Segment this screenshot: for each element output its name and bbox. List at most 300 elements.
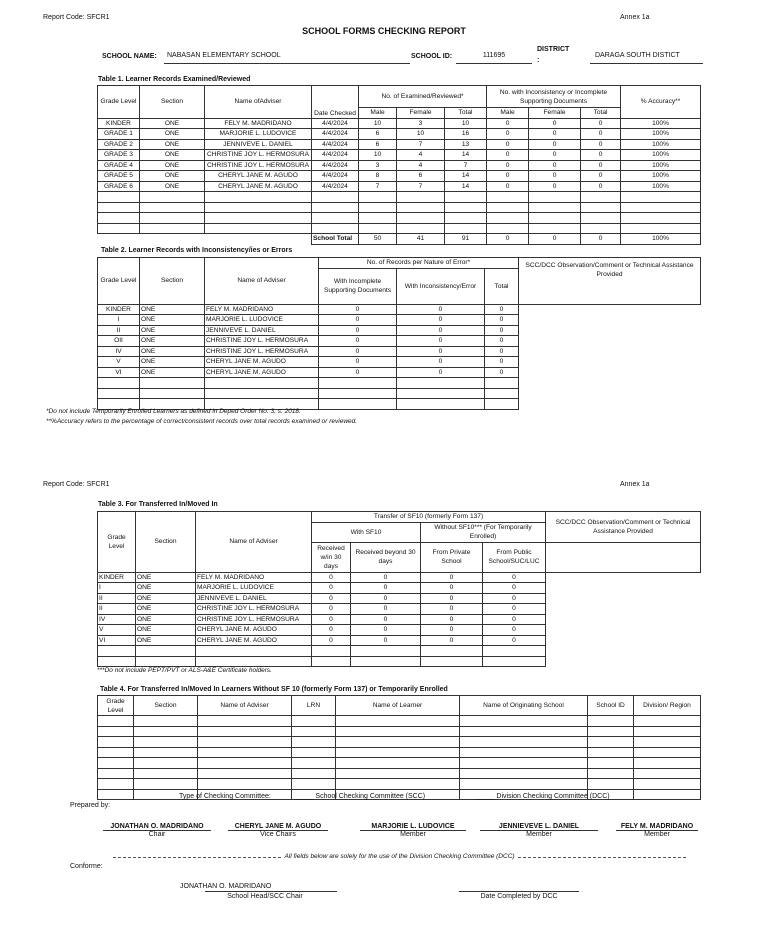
school-id-label: SCHOOL ID: — [411, 53, 453, 60]
table-cell: 0 — [581, 171, 621, 182]
table-cell-empty — [134, 768, 198, 779]
t1-total-cell: 0 — [487, 234, 529, 245]
table-cell: CHRISTINE JOY L. HERMOSURA — [205, 160, 312, 171]
school-head-name: JONATHAN O. MADRIDANO — [180, 883, 272, 890]
table-cell: 0 — [421, 572, 483, 583]
table-cell: I — [98, 583, 136, 594]
table-cell-empty — [140, 223, 205, 234]
table-cell: 0 — [487, 118, 529, 129]
table-cell-empty — [487, 192, 529, 203]
table-cell: 0 — [351, 604, 421, 615]
table4-caption: Table 4. For Transferred In/Moved In Learners Without SF 10 (formerly Form 137) or Temporarily Enrolled — [100, 686, 448, 693]
table-cell: 7 — [359, 181, 397, 192]
table-cell-empty — [397, 202, 445, 213]
table-cell-empty — [421, 646, 483, 657]
table-cell: IV — [98, 614, 136, 625]
table-row — [98, 336, 701, 347]
table-row-empty — [98, 758, 701, 769]
table-cell: 0 — [529, 139, 581, 150]
table-cell: FELY M. MADRIDANO — [205, 118, 312, 129]
table-cell-empty — [98, 646, 136, 657]
table-cell-empty — [134, 716, 198, 727]
table-row — [98, 304, 701, 315]
table-row — [98, 150, 701, 161]
table-cell: 100% — [621, 160, 701, 171]
table-cell-empty — [312, 223, 359, 234]
t3-h-private: From Private School — [421, 542, 483, 572]
table-cell: CHERYL JANE M. AGUDO — [205, 171, 312, 182]
table-cell: II — [98, 593, 136, 604]
signatory-role: Member — [400, 831, 426, 838]
table-cell: 0 — [312, 635, 351, 646]
table-cell: 0 — [312, 604, 351, 615]
report-code: Report Code: SFCR1 — [43, 14, 110, 21]
table-cell: 0 — [397, 367, 485, 378]
table-cell-empty — [445, 213, 487, 224]
t1-total-cell: 0 — [529, 234, 581, 245]
table-cell: ONE — [140, 325, 205, 336]
dcc-divider — [113, 853, 686, 861]
table-row — [98, 593, 701, 604]
table-cell: 100% — [621, 150, 701, 161]
signatory-name: JENNIEVEVE L. DANIEL — [480, 823, 598, 831]
t3-h-beyond30: Received beyond 30 days — [351, 542, 421, 572]
table-cell-empty — [634, 758, 701, 769]
table-cell-empty — [198, 716, 292, 727]
table-cell: 100% — [621, 139, 701, 150]
table-row — [98, 118, 701, 129]
table-cell: 0 — [529, 171, 581, 182]
table-cell: KINDER — [98, 304, 140, 315]
table-cell-empty — [359, 202, 397, 213]
table-cell-empty — [312, 656, 351, 667]
table-cell-empty — [98, 223, 140, 234]
table-cell: CHERYL JANE M. AGUDO — [196, 625, 312, 636]
table-cell: 4/4/2024 — [312, 160, 359, 171]
table-cell-empty — [198, 747, 292, 758]
table-cell-empty — [588, 758, 634, 769]
signatory-member-1 — [360, 823, 466, 838]
table-cell: 0 — [483, 572, 546, 583]
table-cell: 6 — [359, 139, 397, 150]
table-cell-empty — [483, 656, 546, 667]
table-cell-empty — [397, 213, 445, 224]
table-cell: 0 — [581, 118, 621, 129]
table-cell: 0 — [319, 357, 397, 368]
table-cell-empty — [621, 223, 701, 234]
table-cell: 0 — [581, 150, 621, 161]
table-cell: 0 — [397, 357, 485, 368]
table-row-empty — [98, 646, 701, 657]
table-cell: 0 — [351, 572, 421, 583]
report-title: SCHOOL FORMS CHECKING REPORT — [302, 26, 466, 36]
table-cell: ONE — [136, 635, 196, 646]
table-cell-empty — [460, 768, 588, 779]
table-cell-empty — [445, 202, 487, 213]
table-cell: 0 — [312, 583, 351, 594]
table-cell-empty — [140, 378, 205, 389]
table-cell: 4/4/2024 — [312, 129, 359, 140]
district-colon: : — [537, 57, 540, 64]
table-cell-empty — [588, 716, 634, 727]
dcc-note: All fields below are solely for the use of the Division Checking Committee (DCC) — [284, 853, 515, 860]
school-name-label: SCHOOL NAME: — [102, 53, 157, 60]
table-cell: ONE — [136, 593, 196, 604]
report-code-2: Report Code: SFCR1 — [43, 481, 110, 488]
table-cell: 100% — [621, 181, 701, 192]
table-cell-empty — [134, 779, 198, 790]
table-cell: 14 — [445, 150, 487, 161]
table-cell-empty — [98, 726, 134, 737]
table-cell-empty — [205, 192, 312, 203]
table-cell-empty — [588, 737, 634, 748]
t4-h-adviser: Name of Adviser — [198, 696, 292, 716]
table-cell-empty — [336, 768, 460, 779]
table-cell-empty — [487, 202, 529, 213]
table-row — [98, 181, 701, 192]
t1-total-cell: 50 — [359, 234, 397, 245]
table-cell: GRADE 2 — [98, 139, 140, 150]
table3 — [97, 511, 701, 667]
committee-type-label: Type of Checking Committee: — [179, 793, 271, 800]
table-cell-empty — [445, 223, 487, 234]
table-cell: II — [98, 604, 136, 615]
table-cell-empty — [588, 768, 634, 779]
table-row-empty — [98, 378, 701, 389]
scc-option: _____ School Checking Committee (SCC) — [294, 793, 426, 800]
table-cell: ONE — [140, 181, 205, 192]
table-cell: 0 — [319, 336, 397, 347]
table-row — [98, 129, 701, 140]
t1-h-total: Total — [445, 108, 487, 119]
table-cell-empty — [98, 747, 134, 758]
district-label: DISTRICT — [537, 46, 570, 53]
table-cell: 0 — [483, 635, 546, 646]
table-cell-empty — [336, 758, 460, 769]
table-cell: JENNIVEVE L. DANIEL — [205, 139, 312, 150]
table-cell: 0 — [483, 593, 546, 604]
table-cell-empty — [205, 202, 312, 213]
table-row-empty — [98, 747, 701, 758]
table-cell: FELY M. MADRIDANO — [205, 304, 319, 315]
t2-h-total: Total — [485, 268, 519, 304]
table-cell: 4 — [397, 160, 445, 171]
table-cell: 6 — [397, 171, 445, 182]
table-cell-empty — [485, 388, 519, 399]
table-cell: 3 — [359, 160, 397, 171]
table-cell-empty — [421, 656, 483, 667]
table-cell-empty — [312, 202, 359, 213]
table-cell: 0 — [319, 325, 397, 336]
signatory-role: Member — [526, 831, 552, 838]
t4-h-section: Section — [134, 696, 198, 716]
table-cell: IV — [98, 346, 140, 357]
t1-h-male: Male — [359, 108, 397, 119]
table-cell: CHERYL JANE M. AGUDO — [205, 357, 319, 368]
table-row-empty — [98, 192, 701, 203]
table-cell: 0 — [397, 315, 485, 326]
table-cell: 0 — [421, 593, 483, 604]
table1-caption: Table 1. Learner Records Examined/Reviewed — [98, 76, 251, 83]
t2-h-adviser: Name of Adviser — [205, 258, 319, 305]
table-cell-empty — [588, 779, 634, 790]
t3-h-with: With SF10 — [312, 522, 421, 542]
table-cell: 0 — [397, 336, 485, 347]
prepared-by-label: Prepared by: — [70, 802, 111, 809]
table-cell: 0 — [421, 604, 483, 615]
table-cell-empty — [98, 202, 140, 213]
table-cell: V — [98, 357, 140, 368]
table-cell: 4/4/2024 — [312, 139, 359, 150]
table-row-empty — [98, 737, 701, 748]
t3-h-public: From Public School/SUC/LUC — [483, 542, 546, 572]
table-cell-empty — [581, 202, 621, 213]
table-row — [98, 604, 701, 615]
table-cell: 0 — [351, 593, 421, 604]
table-cell: 16 — [445, 129, 487, 140]
t1-total-label: School Total — [312, 234, 359, 245]
school-head-line — [205, 891, 337, 892]
table-cell: 0 — [487, 139, 529, 150]
conforme-label: Conforme: — [70, 863, 103, 870]
t2-observation: SCC/DCC Observation/Comment or Technical Assistance Provided — [519, 258, 701, 305]
table-cell: 0 — [483, 604, 546, 615]
table-cell: 0 — [319, 346, 397, 357]
table-cell-empty — [292, 779, 336, 790]
t1-total-cell: 100% — [621, 234, 701, 245]
t2-h-incomplete: With Incomplete Supporting Documents — [319, 268, 397, 304]
table-cell-empty — [98, 779, 134, 790]
table-cell-empty — [351, 646, 421, 657]
table-cell: 10 — [397, 129, 445, 140]
table-cell-empty — [581, 223, 621, 234]
table-cell: GRADE 1 — [98, 129, 140, 140]
table-cell: JENNIVEVE L. DANIEL — [196, 593, 312, 604]
t3-observation-cell — [546, 542, 701, 572]
t1-h-examined: No. of Examined/Reviewed* — [359, 86, 487, 108]
table-row — [98, 367, 701, 378]
table-cell: 100% — [621, 129, 701, 140]
table-row — [98, 139, 701, 150]
table-cell-empty — [588, 726, 634, 737]
table-row — [98, 572, 701, 583]
table-cell: 100% — [621, 171, 701, 182]
table-cell: GRADE 4 — [98, 160, 140, 171]
table-cell-empty — [98, 388, 140, 399]
table-cell-empty — [134, 747, 198, 758]
table-cell-empty — [319, 399, 397, 410]
table-cell: MARJORIE L. LUDOVICE — [196, 583, 312, 594]
table-cell: 14 — [445, 181, 487, 192]
table-cell: GRADE 5 — [98, 171, 140, 182]
table-cell: 0 — [483, 625, 546, 636]
table-row-empty — [98, 656, 701, 667]
table-cell-empty — [292, 737, 336, 748]
signatory-member-3 — [616, 823, 698, 838]
table-cell: 0 — [351, 583, 421, 594]
t1-h-grade: Grade Level — [98, 86, 140, 119]
table-cell-empty — [98, 716, 134, 727]
table-cell-empty — [397, 399, 485, 410]
table-cell-empty — [529, 202, 581, 213]
table2-note1: *Do not include Temporarily Enrolled Learners as defined in Deped Order No. 3, s. 2018. — [46, 408, 301, 415]
table-cell: 7 — [445, 160, 487, 171]
table-cell: ONE — [136, 572, 196, 583]
table-cell-empty — [136, 646, 196, 657]
t1-total-cell: 91 — [445, 234, 487, 245]
table-cell: 0 — [485, 346, 519, 357]
table-cell-empty — [205, 378, 319, 389]
signatory-role: Member — [644, 831, 670, 838]
table-cell-empty — [460, 758, 588, 769]
table-cell: 0 — [485, 325, 519, 336]
t3-h-within30: Received w/in 30 days — [312, 542, 351, 572]
table-cell: KINDER — [98, 118, 140, 129]
table-cell-empty — [292, 758, 336, 769]
table-cell-empty — [312, 213, 359, 224]
annex-label: Annex 1a — [620, 14, 650, 21]
table-cell: 0 — [581, 129, 621, 140]
table2-note2: **%Accuracy refers to the percentage of correct/consistent records over total records examined or reviewed. — [46, 418, 358, 425]
table-cell: 7 — [397, 139, 445, 150]
table-row — [98, 325, 701, 336]
table-cell-empty — [460, 737, 588, 748]
table-cell-empty — [98, 737, 134, 748]
t1-h-accuracy: % Accuracy** — [621, 86, 701, 119]
table-row — [98, 346, 701, 357]
table-cell-empty — [634, 747, 701, 758]
table-cell-empty — [292, 716, 336, 727]
table-row-empty — [98, 213, 701, 224]
table-row — [98, 625, 701, 636]
district-value: DARAGA SOUTH DISTICT — [590, 52, 703, 64]
table-row-empty — [98, 768, 701, 779]
table-cell: GRADE 6 — [98, 181, 140, 192]
table1 — [97, 85, 701, 245]
table-cell: CHERYL JANE M. AGUDO — [196, 635, 312, 646]
signatory-name: JONATHAN O. MADRIDANO — [103, 823, 211, 831]
table-cell: 0 — [397, 325, 485, 336]
table-cell-empty — [198, 737, 292, 748]
table-cell: 0 — [487, 171, 529, 182]
school-id-value: 111695 — [456, 52, 532, 64]
table-cell-empty — [198, 768, 292, 779]
table-cell: 0 — [581, 139, 621, 150]
table-cell-empty — [98, 192, 140, 203]
table-cell-empty — [397, 192, 445, 203]
table-cell: 0 — [397, 304, 485, 315]
t1-h-inconsistency: No. with Inconsistency or Incomplete Supporting Documents — [487, 86, 621, 108]
table-cell-empty — [140, 202, 205, 213]
table-cell: 0 — [487, 181, 529, 192]
table-cell: 0 — [529, 181, 581, 192]
t4-h-learner: Name of Learner — [336, 696, 460, 716]
table-row — [98, 160, 701, 171]
table-cell: 0 — [581, 181, 621, 192]
table-cell: 0 — [529, 129, 581, 140]
table-cell-empty — [529, 223, 581, 234]
table-cell-empty — [359, 223, 397, 234]
date-completed-label: Date Completed by DCC — [480, 893, 558, 900]
t3-h-adviser: Name of Adviser — [196, 512, 312, 573]
table-cell: 0 — [485, 336, 519, 347]
table-cell: 0 — [351, 635, 421, 646]
table3-caption: Table 3. For Transferred In/Moved In — [98, 501, 218, 508]
table-cell-empty — [98, 758, 134, 769]
dcc-option: _____ Division Checking Committee (DCC) — [475, 793, 610, 800]
table-row-empty — [98, 716, 701, 727]
table-cell: 3 — [397, 118, 445, 129]
signatory-vice-chair — [228, 823, 328, 838]
table-cell: 0 — [487, 160, 529, 171]
table-cell: 13 — [445, 139, 487, 150]
table-cell: KINDER — [98, 572, 136, 583]
table-cell-empty — [581, 192, 621, 203]
table-cell: ONE — [140, 315, 205, 326]
table-cell: 4/4/2024 — [312, 118, 359, 129]
table-cell-empty — [487, 223, 529, 234]
t4-h-grade: Grade Level — [98, 696, 134, 716]
t3-h-transfer: Transfer of SF10 (formerly Form 137) — [312, 512, 546, 523]
table-cell: 0 — [581, 160, 621, 171]
t1-total-cell: 41 — [397, 234, 445, 245]
signatory-name: FELY M. MADRIDANO — [616, 823, 698, 831]
table-cell: 0 — [312, 572, 351, 583]
t1-total-cell: 0 — [581, 234, 621, 245]
table-cell-empty — [359, 192, 397, 203]
table-cell-empty — [529, 213, 581, 224]
table-cell: ONE — [136, 614, 196, 625]
school-head-role: School Head/SCC Chair — [227, 893, 303, 900]
table-cell: 10 — [359, 150, 397, 161]
table-cell: ONE — [140, 357, 205, 368]
table-cell-empty — [134, 758, 198, 769]
table-cell: CHRISTINE JOY L. HERMOSURA — [196, 614, 312, 625]
table-cell-empty — [140, 192, 205, 203]
table-cell: CHRISTINE JOY L. HERMOSURA — [205, 336, 319, 347]
table-cell-empty — [98, 789, 134, 800]
t2-h-nature: No. of Records per Nature of Error* — [319, 258, 519, 269]
table-cell-empty — [529, 192, 581, 203]
table-cell: ONE — [140, 171, 205, 182]
table-row — [98, 315, 701, 326]
table-cell: V — [98, 625, 136, 636]
table-cell: CHRISTINE JOY L. HERMOSURA — [205, 150, 312, 161]
table-cell: 0 — [487, 129, 529, 140]
table-cell-empty — [140, 213, 205, 224]
t2-h-inconsistency: With Inconsistency/Error — [397, 268, 485, 304]
signatory-role: Chair — [148, 831, 166, 838]
table2-caption: Table 2. Learner Records with Inconsistency/ies or Errors — [101, 247, 293, 254]
table-cell-empty — [397, 223, 445, 234]
table-cell-empty — [98, 768, 134, 779]
table-cell: 0 — [485, 304, 519, 315]
table-cell: 0 — [529, 150, 581, 161]
table-row-empty — [98, 223, 701, 234]
table-cell: JENNIVEVE L. DANIEL — [205, 325, 319, 336]
table-cell-empty — [460, 716, 588, 727]
t4-h-lrn: LRN — [292, 696, 336, 716]
table-cell: ONE — [140, 139, 205, 150]
table-cell-empty — [336, 737, 460, 748]
table-cell-empty — [397, 388, 485, 399]
table-cell-empty — [487, 213, 529, 224]
table-cell: 10 — [359, 118, 397, 129]
t4-h-division: Division/ Region — [634, 696, 701, 716]
table-cell: 0 — [351, 614, 421, 625]
table-cell-empty — [196, 656, 312, 667]
table-cell-empty — [460, 779, 588, 790]
